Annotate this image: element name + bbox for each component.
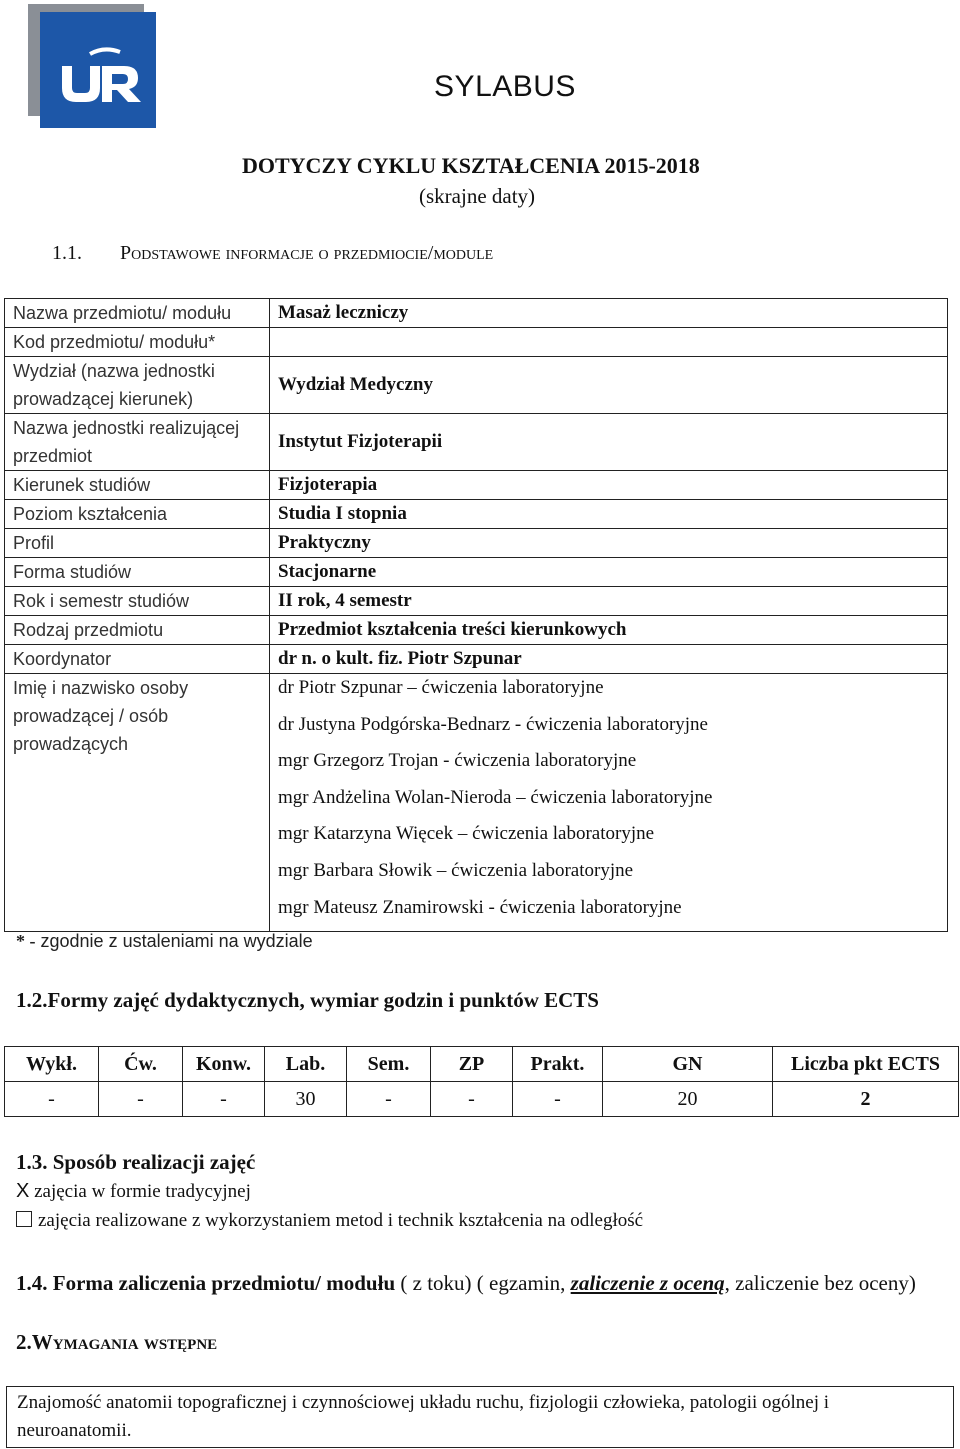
hours-header-cell: Konw. (183, 1047, 265, 1082)
hours-table (4, 1046, 959, 1117)
person-entry: mgr Andżelina Wolan-Nieroda – ćwiczenia laboratoryjne (278, 786, 713, 808)
hours-header-cell: Prakt. (513, 1047, 603, 1082)
footnote-star: * - (16, 931, 36, 951)
section-1-4-title: 1.4. Forma zaliczenia przedmiotu/ modułu (16, 1271, 396, 1295)
info-value: Przedmiot kształcenia treści kierunkowych (270, 616, 948, 645)
info-label: Wydział (nazwa jednostki prowadzącej kierunek) (5, 357, 270, 414)
hours-value-cell-ects: 2 (773, 1082, 959, 1117)
section-2-title: Wymagania wstępne (31, 1330, 218, 1354)
section-1-4-text-after: , zaliczenie bez oceny) (724, 1271, 916, 1295)
hours-header-cell: Liczba pkt ECTS (773, 1047, 959, 1082)
option-remote (16, 1210, 643, 1232)
info-row (5, 558, 948, 587)
section-1-3-title: 1.3. Sposób realizacji zajęć (16, 1150, 256, 1174)
section-1-2-title: 1.2.Formy zajęć dydaktycznych, wymiar godzin i punktów ECTS (16, 988, 599, 1012)
info-value: Fizjoterapia (270, 471, 948, 500)
persons-list (270, 674, 948, 932)
selected-mark: X (16, 1180, 30, 1202)
info-label: Nazwa przedmiotu/ modułu (5, 299, 270, 328)
info-value: Studia I stopnia (270, 500, 948, 529)
option-traditional-label: zajęcia w formie tradycyjnej (34, 1181, 251, 1202)
person-entry: mgr Mateusz Znamirowski - ćwiczenia laboratoryjne (278, 896, 682, 918)
footnote (16, 931, 313, 952)
persons-label: Imię i nazwisko osoby prowadzącej / osób prowadzących (5, 674, 270, 932)
hours-header-cell: Wykł. (5, 1047, 99, 1082)
info-value: Masaż leczniczy (270, 299, 948, 328)
info-row (5, 299, 948, 328)
info-label: Koordynator (5, 645, 270, 674)
person-entry: mgr Grzegorz Trojan - ćwiczenia laboratoryjne (278, 750, 637, 772)
hours-header-row (5, 1047, 959, 1082)
info-label: Kod przedmiotu/ modułu* (5, 328, 270, 357)
person-entry: dr Piotr Szpunar – ćwiczenia laboratoryjne (278, 677, 604, 698)
hours-value-cell: - (99, 1082, 183, 1117)
checkbox-icon (16, 1211, 32, 1227)
info-row-persons (5, 674, 948, 932)
requirements-box: Znajomość anatomii topograficznej i czynnościowej układu ruchu, fizjologii człowieka, patologii ogólnej i neuroanatomii. (6, 1386, 954, 1448)
info-row (5, 357, 948, 414)
info-row (5, 616, 948, 645)
section-1-1-number: 1.1. (52, 242, 82, 264)
hours-value-cell: 20 (603, 1082, 773, 1117)
hours-header-cell: Sem. (347, 1047, 431, 1082)
hours-header-cell: ZP (431, 1047, 513, 1082)
info-label: Forma studiów (5, 558, 270, 587)
info-label: Profil (5, 529, 270, 558)
university-logo (28, 4, 160, 128)
document-title: SYLABUS (434, 70, 576, 103)
section-1-4-text-before: ( z toku) ( egzamin, (395, 1271, 571, 1295)
option-remote-label: zajęcia realizowane z wykorzystaniem metod i technik kształcenia na odległość (38, 1210, 644, 1231)
course-info-table (4, 298, 948, 932)
cycle-note: (skrajne daty) (419, 184, 536, 208)
hours-value-row (5, 1082, 959, 1117)
info-row (5, 414, 948, 471)
info-label: Rok i semestr studiów (5, 587, 270, 616)
info-value: dr n. o kult. fiz. Piotr Szpunar (270, 645, 948, 674)
info-value: II rok, 4 semestr (270, 587, 948, 616)
info-value: Praktyczny (270, 529, 948, 558)
info-row (5, 587, 948, 616)
hours-value-cell: - (347, 1082, 431, 1117)
hours-value-cell: - (5, 1082, 99, 1117)
info-label: Nazwa jednostki realizującej przedmiot (5, 414, 270, 471)
section-1-1-title: Podstawowe informacje o przedmiocie/module (120, 242, 494, 264)
footnote-text: zgodnie z ustaleniami na wydziale (40, 931, 313, 951)
info-value (270, 328, 948, 357)
info-row (5, 645, 948, 674)
section-1-4-selected: zaliczenie z oceną (570, 1271, 725, 1295)
hours-header-cell: GN (603, 1047, 773, 1082)
info-label: Kierunek studiów (5, 471, 270, 500)
cycle-heading: DOTYCZY CYKLU KSZTAŁCENIA 2015-2018 (242, 153, 700, 178)
person-entry: mgr Barbara Słowik – ćwiczenia laboratoryjne (278, 859, 634, 881)
person-entry: dr Justyna Podgórska-Bednarz - ćwiczenia laboratoryjne (278, 713, 708, 735)
info-value: Stacjonarne (270, 558, 948, 587)
info-value: Wydział Medyczny (270, 357, 948, 414)
info-row (5, 328, 948, 357)
hours-value-cell: - (183, 1082, 265, 1117)
hours-value-cell: - (431, 1082, 513, 1117)
info-label: Poziom kształcenia (5, 500, 270, 529)
section-2-number: 2. (16, 1330, 32, 1354)
info-value: Instytut Fizjoterapii (270, 414, 948, 471)
person-entry: mgr Katarzyna Więcek – ćwiczenia laboratoryjne (278, 823, 655, 845)
info-label: Rodzaj przedmiotu (5, 616, 270, 645)
hours-header-cell: Ćw. (99, 1047, 183, 1082)
hours-value-cell: - (513, 1082, 603, 1117)
option-traditional (16, 1180, 251, 1203)
hours-header-cell: Lab. (265, 1047, 347, 1082)
hours-value-cell: 30 (265, 1082, 347, 1117)
info-row (5, 500, 948, 529)
section-2-heading (16, 1330, 217, 1355)
info-row (5, 471, 948, 500)
info-row (5, 529, 948, 558)
section-1-4 (16, 1268, 951, 1298)
